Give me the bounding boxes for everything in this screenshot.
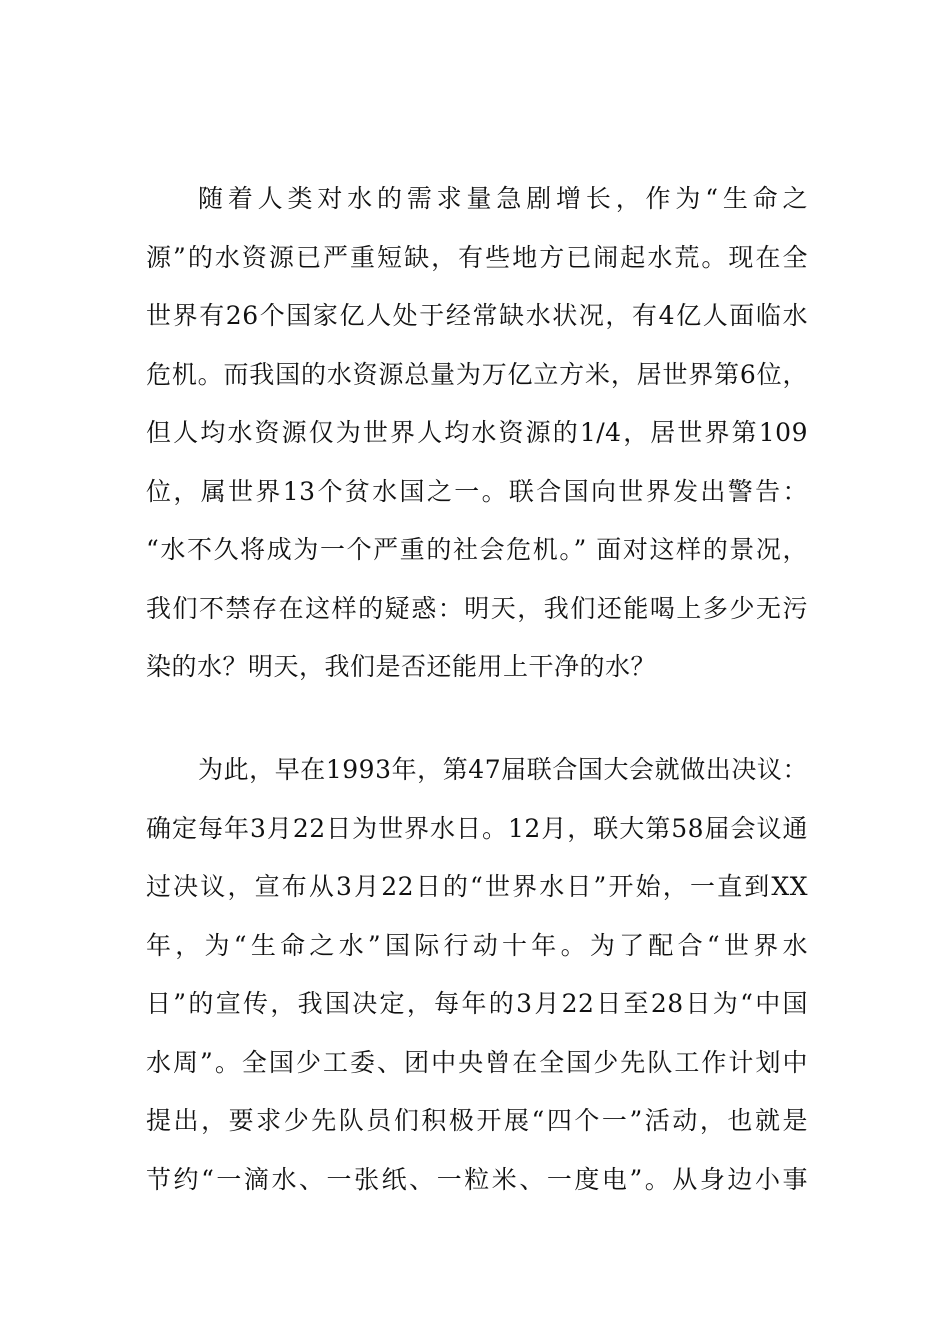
paragraph-world-water-day <box>146 741 808 1209</box>
text-line: 染的水？明天，我们是否还能用上干净的水？ <box>146 652 657 681</box>
text-line: 随着人类对水的需求量急剧增长，作为“生命之 <box>198 184 808 213</box>
text-line: 水周”。全国少工委、团中央曾在全国少先队工作计划中 <box>146 1047 808 1077</box>
text-line: 节约“一滴水、一张纸、一粒米、一度电”。从身边小事 <box>146 1164 808 1194</box>
text-line: 年，为“生命之水”国际行动十年。为了配合“世界水 <box>146 930 808 960</box>
paragraph-water-shortage <box>146 170 808 697</box>
text-line: “水不久将成为一个严重的社会危机。” 面对这样的景况， <box>146 535 808 564</box>
text-line: 为此，早在1993年，第47届联合国大会就做出决议： <box>198 755 808 784</box>
text-line: 位，属世界13个贫水国之一。联合国向世界发出警告： <box>146 476 808 506</box>
text-line: 我们不禁存在这样的疑惑：明天，我们还能喝上多少无污 <box>146 593 808 623</box>
text-line: 提出，要求少先队员们积极开展“四个一”活动，也就是 <box>146 1106 808 1135</box>
text-line: 危机。而我国的水资源总量为万亿立方米，居世界第6位， <box>146 359 808 389</box>
text-line: 确定每年3月22日为世界水日。12月，联大第58届会议通 <box>146 813 808 843</box>
text-line: 但人均水资源仅为世界人均水资源的1/4，居世界第109 <box>146 418 808 447</box>
text-line: 源”的水资源已严重短缺，有些地方已闹起水荒。现在全 <box>146 242 808 272</box>
text-line: 世界有26个国家亿人处于经常缺水状况，有4亿人面临水 <box>146 301 808 330</box>
text-line: 日”的宣传，我国决定，每年的3月22日至28日为“中国 <box>146 989 808 1018</box>
text-line: 过决议，宣布从3月22日的“世界水日”开始，一直到XX <box>146 872 808 901</box>
